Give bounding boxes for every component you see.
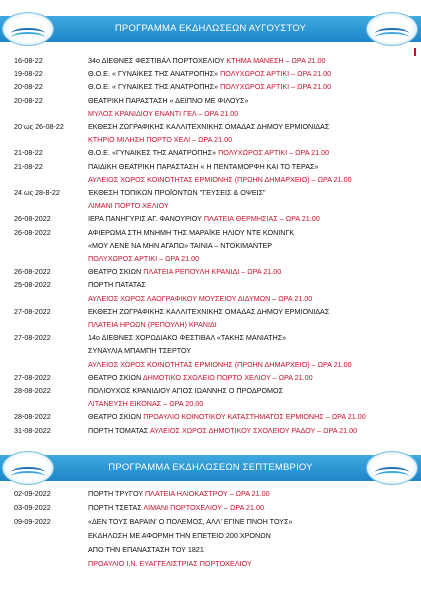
event-place: ΠΡΟΑΥΛΙΟ Ι.Ν. ΕΥΑΓΓΕΛΙΣΤΡΙΑΣ ΠΟΡΤΟΧΕΛΙΟΥ <box>88 559 252 568</box>
event-title-text: ΘΕΑΤΡΟ ΣΚΙΩΝ <box>88 412 142 422</box>
event-place: ΠΟΛΥΧΩΡΟΣ ΑΡΤΙΚΙ – ΩΡΑ 21.00 <box>88 254 200 263</box>
event-place: ΠΟΛΥΧΩΡΟΣ ΑΡΤΙΚΙ – ΩΡΑ 21.00 <box>218 148 330 158</box>
event-row <box>0 545 421 555</box>
august-banner-title: ΠΡΟΓΡΑΜΜΑ ΕΚΔΗΛΩΣΕΩΝ ΑΥΓΟΥΣΤΟΥ <box>114 23 307 34</box>
event-date: 16-08-22 <box>14 56 43 65</box>
event-title-text: ΠΟΛΙΟΥΧΟΣ ΚΡΑΝΙΔΙΟΥ ΑΓΙΟΣ ΙΩΑΝΝΗΣ Ο ΠΡΟΔΡΟΜΟΣ <box>88 386 284 395</box>
event-date: 03-09-2022 <box>14 503 51 512</box>
event-title <box>88 148 329 158</box>
event-row <box>0 254 421 264</box>
event-title <box>88 545 204 555</box>
event-place: ΑΥΛΕΙΟΣ ΧΩΡΟΣ ΔΗΜΟΤΙΚΟΥ ΣΧΟΛΕΙΟΥ ΡΑΔΟΥ – ΩΡΑ 21.00 <box>149 425 358 435</box>
event-title <box>88 267 281 277</box>
event-title-text: ΘΕΑΤΡΟ ΣΚΙΩΝ <box>88 267 142 277</box>
event-title-text: ΠΑΙΔΙΚΗ ΘΕΑΤΡΙΚΗ ΠΑΡΑΣΤΑΣΗ « Η ΠΕΝΤΑΜΟΡΦΗ ΚΑΙ ΤΟ ΤΕΡΑΣ» <box>88 161 319 171</box>
event-date: 20-08-22 <box>14 95 43 105</box>
event-title <box>88 294 312 304</box>
event-row <box>0 386 421 396</box>
event-title-text: Θ.Ο.Ε. «ΓΥΝΑΙΚΕΣ ΤΗΣ ΑΝΑΤΡΟΠΗΣ» <box>88 148 217 158</box>
red-marker <box>414 48 416 56</box>
event-title <box>88 399 203 409</box>
august-banner <box>0 16 421 42</box>
event-row <box>0 175 421 185</box>
event-title-text: 34ο ΔΙΕΘΝΕΣ ΦΕΣΤΙΒΑΛ ΠΟΡΤΟΧΕΛΙΟΥ <box>88 56 225 65</box>
event-place: ΠΡΟΑΥΛΙΟ ΚΟΙΝΟΤΙΚΟΥ ΚΑΤΑΣΤΗΜΑΤΟΣ ΕΡΜΙΟΝΗΣ – ΩΡΑ 21.00 <box>143 412 366 422</box>
event-row <box>0 333 421 343</box>
event-title <box>88 346 191 356</box>
event-date: 27-08-2022 <box>14 306 51 316</box>
event-date: 27-08-2022 <box>14 372 51 382</box>
event-row <box>0 201 421 211</box>
event-title-text: ΑΠΟ ΤΗΝ ΕΠΑΝΑΣΤΑΣΗ ΤΟΥ 1821 <box>88 545 204 554</box>
event-row <box>0 531 421 541</box>
event-title-text: «ΔΕΝ ΤΟΥΣ ΒΑΡΑΙΝ' Ο ΠΟΛΕΜΟΣ, ΑΛΛ' ΕΓΙΝΕ ΠΝΟΗ ΤΟΥΣ» <box>88 517 293 526</box>
event-title-text: «ΜΟΥ ΛΕΝΕ ΝΑ ΜΗΝ ΑΓΑΠΩ» ΤΑΙΝΙΑ – ΝΤΟΚΙΜΑΝΤΕΡ <box>88 240 273 250</box>
september-banner-title: ΠΡΟΓΡΑΜΜΑ ΕΚΔΗΛΩΣΕΩΝ ΣΕΠΤΕΜΒΡΙΟΥ <box>108 462 313 473</box>
event-date: 28-08-2022 <box>14 412 51 422</box>
event-row <box>0 559 421 569</box>
event-row <box>0 280 421 290</box>
event-title-text: ΕΚΘΕΣΗ ΖΩΓΡΑΦΙΚΗΣ ΚΑΛΛΙΤΕΧΝΙΚΗΣ ΟΜΑΔΑΣ ΔΗΜΟΥ ΕΡΜΙΟΝΙΔΑΣ <box>88 122 330 131</box>
event-title <box>88 214 320 224</box>
event-place: ΠΛΑΤΕΙΑ ΗΡΩΩΝ (ΡΕΠΟΥΛΗ) ΚΡΑΝΙΔΙ <box>88 320 217 329</box>
event-place: ΜΥΛΟΣ ΚΡΑΝΙΔΙΟΥ ΕΝΑΝΤΙ ΓΕΛ – ΩΡΑ 21.00 <box>88 108 239 118</box>
event-place: ΚΤΗΜΑ ΜΑΝΕΣΗ – ΩΡΑ 21.00 <box>226 56 326 65</box>
event-title <box>88 82 331 92</box>
event-place: ΛΙΤΑΝΕΥΣΗ ΕΙΚΟΝΑΣ – ΩΡΑ 20.00 <box>88 399 204 409</box>
event-place: ΠΟΛΥΧΩΡΟΣ ΑΡΤΙΚΙ – ΩΡΑ 21.00 <box>220 69 332 79</box>
event-date: 21-08-22 <box>14 161 43 171</box>
event-row <box>0 503 421 513</box>
event-title-text: ΠΟΡΤΗ ΠΑΤΑΤΑΣ <box>88 280 146 290</box>
event-title-text: Θ.Ο.Ε. « ΓΥΝΑΙΚΕΣ ΤΗΣ ΑΝΑΤΡΟΠΗΣ» <box>88 82 219 92</box>
event-title-text: ΠΟΡΤΗ ΤΣΕΤΑΣ <box>88 503 142 512</box>
event-row <box>0 56 421 66</box>
event-title-text: ΘΕΑΤΡΟ ΣΚΙΩΝ <box>88 372 142 382</box>
event-title-text: ΠΟΡΤΗ ΤΟΜΑΤΑΣ <box>88 425 149 435</box>
event-row <box>0 412 421 422</box>
event-title <box>88 56 326 66</box>
event-title <box>88 254 199 264</box>
event-row <box>0 346 421 356</box>
event-place: ΠΛΑΤΕΙΑ ΗΛΙΟΚΑΣΤΡΟΥ – ΩΡΑ 21.00 <box>144 489 270 498</box>
event-row <box>0 307 421 317</box>
event-place: ΠΛΑΤΕΙΑ ΘΕΡΜΗΣΙΑΣ – ΩΡΑ 21.00 <box>203 214 320 224</box>
event-title-text: ΣΥΝΑΥΛΙΑ ΜΠΑΜΠΗ ΤΣΕΡΤΟΥ <box>88 346 192 356</box>
event-row <box>0 320 421 330</box>
event-row <box>0 241 421 251</box>
event-row <box>0 162 421 172</box>
municipality-logo-icon <box>366 12 418 46</box>
event-title <box>88 109 238 119</box>
event-title <box>88 201 169 211</box>
event-title <box>88 386 283 396</box>
event-date: 24 ως 28-8-22 <box>14 188 60 197</box>
event-place: ΑΥΛΕΙΟΣ ΧΩΡΟΣ ΛΑΟΓΡΑΦΙΚΟΥ ΜΟΥΣΕΙΟΥ ΔΙΔΥΜΩΝ – ΩΡΑ 21.00 <box>88 293 313 303</box>
event-title <box>88 320 217 330</box>
event-date: 09-09-2022 <box>14 517 51 526</box>
september-banner <box>0 455 421 481</box>
event-row <box>0 122 421 132</box>
event-row <box>0 399 421 409</box>
event-date: 26-08-2022 <box>14 267 51 277</box>
event-title <box>88 531 271 541</box>
event-title-text: ΠΟΡΤΗ ΤΡΥΓΟΥ <box>88 489 143 498</box>
event-row <box>0 135 421 145</box>
event-row <box>0 294 421 304</box>
event-date: 28-08-2022 <box>14 386 51 395</box>
event-title-text: Θ.Ο.Ε. « ΓΥΝΑΙΚΕΣ ΤΗΣ ΑΝΑΤΡΟΠΗΣ» <box>88 69 219 79</box>
event-row <box>0 489 421 499</box>
event-title <box>88 175 352 185</box>
event-title <box>88 69 331 79</box>
event-title <box>88 333 286 343</box>
event-title-text: ΙΕΡΑ ΠΑΝΗΓΥΡΙΣ ΑΓ. ΦΑΝΟΥΡΙΟΥ <box>88 214 202 224</box>
event-title <box>88 280 146 290</box>
event-date: 31-08-2022 <box>14 425 51 435</box>
event-row <box>0 214 421 224</box>
event-place: ΛΙΜΑΝΙ ΠΟΡΤΟΧΕΛΙΟΥ – ΩΡΑ 21.00 <box>143 503 264 512</box>
event-title <box>88 96 248 106</box>
event-date: 26-08-2022 <box>14 214 51 224</box>
event-title <box>88 122 329 132</box>
event-date: 19-08-22 <box>14 69 43 79</box>
event-row <box>0 148 421 158</box>
event-row <box>0 267 421 277</box>
event-date: 25-08-2022 <box>14 280 51 290</box>
event-place: ΠΛΑΤΕΙΑ ΡΕΠΟΥΛΗ ΚΡΑΝΙΔΙ – ΩΡΑ 21.00 <box>143 267 282 277</box>
event-title <box>88 503 264 513</box>
event-title-text: ΑΦΙΕΡΩΜΑ ΣΤΗ ΜΝΗΜΗ ΤΗΣ ΜΑΡΑΪΚΕ ΗΛΙΟΥ ΝΤΕ ΚΟΝΙΝΓΚ <box>88 227 295 237</box>
municipality-logo-icon <box>2 451 54 485</box>
event-place: ΔΗΜΟΤΙΚΟ ΣΧΟΛΕΙΟ ΠΟΡΤΟ ΧΕΛΙΟΥ – ΩΡΑ 21.00 <box>142 372 313 382</box>
event-title <box>88 307 329 317</box>
event-place: ΑΥΛΕΙΟΣ ΧΩΡΟΣ ΚΟΙΝΟΤΗΤΑΣ ΕΡΜΙΟΝΗΣ (ΠΡΩΗΝ ΔΗΜΑΡΧΕΙΟ) – ΩΡΑ 21.00 <box>88 174 352 184</box>
event-date: 20-08-22 <box>14 82 43 92</box>
event-title <box>88 360 352 370</box>
event-title <box>88 162 318 172</box>
municipality-logo-icon <box>366 451 418 485</box>
event-place: ΚΤΗΡΙΟ ΜΙΛΗΣΗ ΠΟΡΤΟ ΧΕΛΙ – ΩΡΑ 21.00 <box>88 135 233 145</box>
event-row <box>0 69 421 79</box>
event-date: 20 ως 26-08-22 <box>14 122 64 131</box>
event-title-text: ΈΚΘΕΣΗ ΤΟΠΙΚΩΝ ΠΡΟΪΟΝΤΩΝ "ΓΕΥΣΕΙΣ & ΟΨΕΙΣ" <box>88 188 266 197</box>
event-row <box>0 96 421 106</box>
event-row <box>0 188 421 198</box>
event-place: ΛΙΜΑΝΙ ΠΟΡΤΟ ΧΕΛΙΟΥ <box>88 201 169 211</box>
event-row <box>0 109 421 119</box>
event-title <box>88 426 357 436</box>
event-title-text: 14ο ΔΙΕΘΝΕΣ ΧΟΡΩΔΙΑΚΟ ΦΕΣΤΙΒΑΛ «ΤΑΚΗΣ ΜΑΝΙΑΤΗΣ» <box>88 333 287 343</box>
event-date: 02-09-2022 <box>14 489 51 498</box>
event-title <box>88 188 266 198</box>
event-date: 26-08-2022 <box>14 227 51 237</box>
event-title-text: ΘΕΑΤΡΙΚΗ ΠΑΡΑΣΤΑΣΗ « ΔΕΙΠΝΟ ΜΕ ΦΙΛΟΥΣ» <box>88 95 249 105</box>
event-row <box>0 228 421 238</box>
event-date: 27-08-2022 <box>14 333 51 343</box>
event-date: 21-08-22 <box>14 148 43 158</box>
event-row <box>0 517 421 527</box>
event-title-text: ΕΚΘΕΣΗ ΖΩΓΡΑΦΙΚΗΣ ΚΑΛΛΙΤΕΧΝΙΚΗΣ ΟΜΑΔΑΣ ΔΗΜΟΥ ΕΡΜΙΟΝΙΔΑΣ <box>88 306 330 316</box>
event-title <box>88 517 293 527</box>
event-title-text: ΕΚΔΗΛΩΣΗ ΜΕ ΑΦΟΡΜΗ ΤΗΝ ΕΠΕΤΕΙΟ 200 ΧΡΟΝΩΝ <box>88 531 271 540</box>
municipality-logo-icon <box>2 12 54 46</box>
event-row <box>0 373 421 383</box>
event-title <box>88 241 272 251</box>
event-title <box>88 373 313 383</box>
event-place: ΠΟΛΥΧΩΡΟΣ ΑΡΤΙΚΙ – ΩΡΑ 21.00 <box>220 82 332 92</box>
event-place: ΑΥΛΕΙΟΣ ΧΩΡΟΣ ΚΟΙΝΟΤΗΤΑΣ ΕΡΜΙΟΝΗΣ (ΠΡΩΗΝ ΔΗΜΑΡΧΕΙΟ) – ΩΡΑ 21.00 <box>88 359 352 369</box>
event-row <box>0 360 421 370</box>
event-row <box>0 426 421 436</box>
event-title <box>88 135 232 145</box>
event-row <box>0 82 421 92</box>
event-title <box>88 559 252 569</box>
event-title <box>88 228 294 238</box>
event-title <box>88 412 366 422</box>
event-title <box>88 489 270 499</box>
